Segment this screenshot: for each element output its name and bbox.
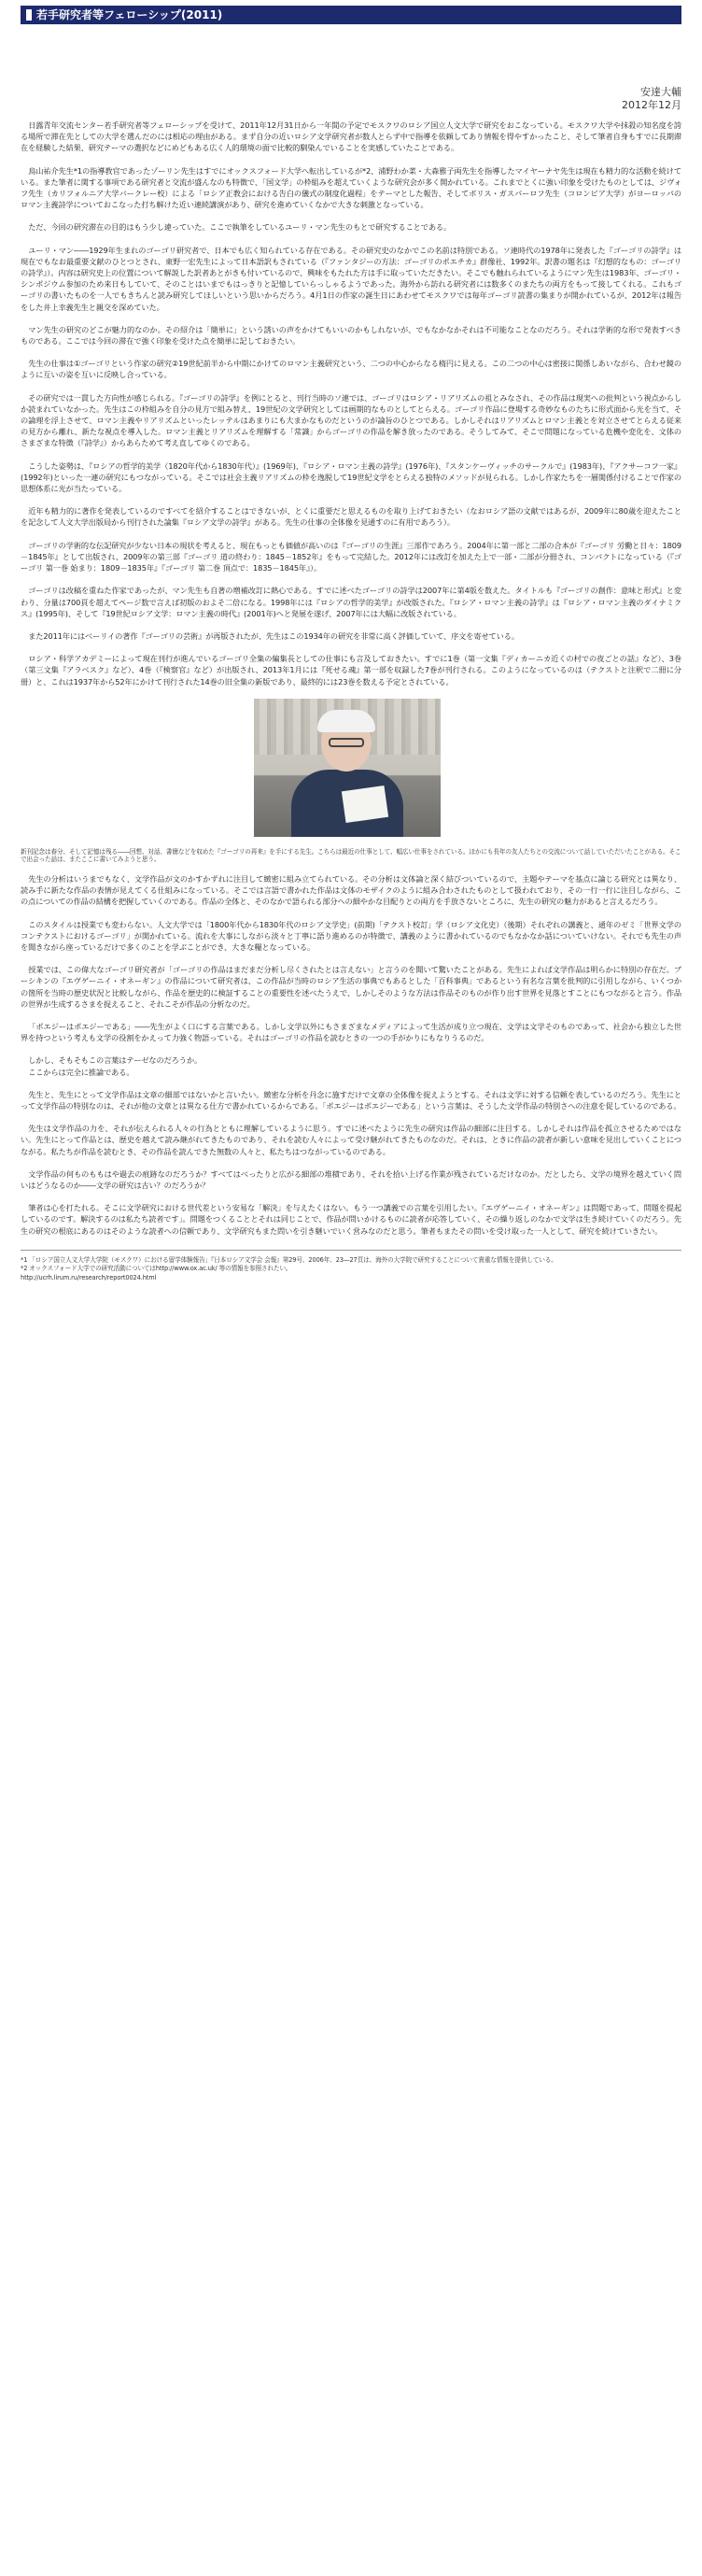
paragraph: ゴーゴリは改稿を重ねた作家であったが、マン先生も自著の増補改訂に熱心である。すでに述べたゴーゴリの詩学は2007年に第4版を数えた。タイトルも『ゴーゴリの創作：意味と形式』と変わり、分量は700頁を超えてページ数で言えば初版のおよそ二倍になる。1998年には『ロシアの哲学的美学』が改版された。『ロシア・ロマン主義の詩学』は『ロシア・ロマン主義のダイナミクス』(1995年)、そして『19世紀ロシア文学：ロマン主義の時代』(2001年)へと発展を遂げ、2007年には大幅に改版されている。 <box>21 586 681 618</box>
paragraph: その研究では一貫した方向性が感じられる。『ゴーゴリの詩学』を例にとると、刊行当時のソ連では、ゴーゴリはロシア・リアリズムの祖とみなされ、その作品は現実への批判という視点からしか読まれていなかった。先生はこの枠組みを自分の見方で組み替え、19世紀の文学研究としては画期的なものとしてとらえる。ゴーゴリ作品に登場する奇妙なものたちに形式面から光を当て、その論理を浮上させて、ロマン主義やリアリズムといったレッテルはあまりにも大まかなものだというのが論旨のひとつである。しかしそれはリアリズムとロマン主義とを対立させてとらえる従来の見方から離れ、新たな視点を導入した。ロマン主義とリアリズムを理解する「常識」からゴーゴリの作品を解き放ったのである。そうしてみて、そこで問題になっている危機や変化を、文体のさまざまな特徴（『詩学』）からあらためて考え直してゆくのである。 <box>21 392 681 448</box>
paragraph: こうした姿勢は、『ロシアの哲学的美学（1820年代から1830年代）』(1969年)、『ロシア・ロマン主義の詩学』(1976年)、『スタンケーヴィッチのサークルで』(1983年)、『アクサーコフ一家』(1992年)といった一連の研究にもつながっている。そこでは社会主義リアリズムの枠を逸脱して19世紀文学をとらえる独特のメソッドが見られる。しかし作家たちを一層関係付けることで作家の思想体系に光が当たっている。 <box>21 460 681 494</box>
held-paper <box>342 786 388 823</box>
paragraph: 先生は文学作品の力を、それが伝えられる人々の行為とともに理解しているように思う。すでに述べたように先生の研究は作品の細部に注目する。しかしそれは作品を孤立させるためではない。先生にとって作品とは、歴史を越えて読み継がれてきたものであり、それを読む人々によって受け継がれてきたものなのだ。それは、ときに作品の読者が新しい意味を見出していくことにつながる。私たちが作品を読むとき、その作品を読んできた無数の人々と、私たちはつながっているのである。 <box>21 1124 681 1156</box>
photo-container <box>21 699 681 839</box>
figure-hair <box>317 710 375 732</box>
footnote: *2 オックスフォード大学での研究活動についてはhttp://www.ox.ac.uk/ 等の情報を参照されたい。 <box>21 1265 292 1273</box>
paragraph: 「ポエジーはポエジーである」――先生がよく口にする言葉である。しかし文学以外にもさまざまなメディアによって生活が成り立つ現在、文学は文学そのものであって、社会から独立した世界を持つという考えも文学の役割をかえって力強く物語っている。それはゴーゴリの作品を読むときの一つの手がかりにもなりうるのだ。 <box>21 1021 681 1043</box>
photo-caption: 新刊記念は春分、そして記憶は残る――回想、対話、書簡などを収めた『ゴーゴリの再来』を手にする先生。こちらは最近の仕事として、幅広い仕事をされている。ほかにも長年の友人たちとの交流について話していただいたことがある。そこで出会った話は、またここに書いてみようと思う。 <box>21 847 681 864</box>
paragraph: 鳥山祐介先生*1の指導教官であったゾーリン先生はすでにオックスフォード大学へ転出しているが*2、浦野わか菜・大森雅子両先生を指導したマイヤーナヤ先生は現在も精力的な活動を続けている。また筆者に関する事項である研究者と交流が盛んなのも特徴で、「国文学」の枠組みを超えていくような研究会が多く開かれている。これまでとくに強い印象を受けたものとしては、ジヴォフ先生（カリフォルニア大学バークレー校）による「ロシア正教会における告白の儀式の制度化過程」をテーマとした報告、そしてボリス・ガスパーロフ先生（コロンビア大学）がヨーロッパのロマン主義詩学についておこなった打ち解けた近い連続講演があり、研究を進めていくなかで大きな刺激となっている。 <box>21 165 681 210</box>
paragraph: 授業では、この偉大なゴーゴリ研究者が「ゴーゴリの作品はまだまだ分析し尽くされたとは言えない」と言うのを聞いて驚いたことがある。先生によれば文学作品は明らかに特別の存在だ。ブーシキンの『エヴゲーニイ・オネーギン』の作品について研究者は、この作品が当時のロシア生活の事典でもあるとした「百科事典」であるという有名な言葉を批判的に引用しながら、いくつかの箇所を当時の歴史状況と比較しながら、作品を歴史的に検証することの重要性を述べたうえで、しかしそのような方法は作品そのものが作り出す世界を見落とすことにもつながると言う。作品の世界が生成するさまを捉えること、それこそが作品の分析なのだ。 <box>21 965 681 1009</box>
section-header <box>21 6 681 24</box>
paragraph: 筆者は心を打たれる。そこに文学研究における世代差という安易な「解決」を与えたくはない。もう一つ講義での言葉を引用したい。『エヴゲーニイ・オネーギン』は問題であって、問題を提起しているのです。解決するのは私たち読者です」。問題をつくることとそれは同じことで、作品が問いかけるものに読者が応答していく、その繰り返しのなかで文学は生き続けていくのだろう。先生の研究の根底にあるのはそのような読者への信頼であり、文学研究もまた問いを引き継いでいく営みなのだと思う。筆者もまたその問いを受け取った一人として、研究を続けていきたい。 <box>21 1203 681 1236</box>
glasses-icon <box>329 738 364 747</box>
portrait-photo <box>254 699 441 837</box>
paragraph: ここからは完全に推論である。 <box>28 1067 134 1077</box>
paragraph: ただ、今回の研究滞在の目的はもう少し違っていた。ここで執筆をしているユーリ・マン先生のもとで研究することである。 <box>28 222 452 233</box>
paragraph: 近年も精力的に著作を発表しているのですべてを紹介することはできないが、とくに重要だと思えるものを取り上げておきたい（なおロシア語の文献ではあるが、2009年に80歳を迎えたことを記念して人文大学出版局から刊行された論集『ロシア文学の詩学』がある。先生の仕事の全体像を見通すのに有用であろう）。 <box>21 506 681 528</box>
paragraph: 先生と、先生にとって文学作品は文章の細部ではないかと言いたい。緻密な分析を丹念に施すだけで文章の全体像を捉えようとする。それは文学に対する信頼を表しているのだろう。先生にとって文学作品の特別なのは、それが他の文章とは異なる仕方で書かれているからである。「ポエジーはポエジーである」という言葉は、そうした文学作品の特別さへの注意を促しているのである。 <box>21 1089 681 1111</box>
paragraph: ロシア・科学アカデミーによって現在刊行が進んでいるゴーゴリ全集の編集長としての仕事にも言及しておきたい。すでに1巻（第一文集『ディカーニカ近くの村での夜ごとの話』など）、3巻（第三文集『アラベスク』など）、4巻（『検察官』など）が出版され、2013年1月には『死せる魂』第一部を収録した7巻が刊行される。このようになっているのは（テクストと注釈で二冊に分冊）と、これは1937年から52年にかけて刊行された14巻の旧全集の新版であり、最終的には23巻を数える予定とされている。 <box>21 654 681 686</box>
author-name: 安達大輔 <box>640 86 681 98</box>
paragraph: 先生の分析はいうまでもなく、文学作品が文のかすかずれに注目して緻密に組み立てられている。その分析は文体論と深く結びついているので、主題やテーマを基点に論じる研究とは異なり、読み手に新たな作品の表情が見えてくる仕組みになっている。そこでは言語で書かれた作品は文体のモザイクのように組み合わされたものとして扱われており、その一行一行に注目しながら、この点についての作品の結構を把握していくのである。作品の全体と、そのなかで語られる部分への細やかな目配りとの両方を手放さないところに、先生の研究の魅力があると言えるだろう。 <box>21 873 681 907</box>
article-body <box>21 120 681 1283</box>
paragraph: 先生の仕事は①ゴーゴリという作家の研究②19世紀前半から中期にかけてのロマン主義研究という、二つの中心からなる楕円に見える。この二つの中心は密接に関係しあいながら、合わせ鏡のように互いの姿を互いに反映し合っている。 <box>21 359 681 380</box>
paragraph: また2011年にはベーリイの著作『ゴーゴリの芸術』が再版されたが、先生はこの1934年の研究を非常に高く評価していて、序文を寄せている。 <box>28 630 519 641</box>
paragraph: 文学作品の何ものももはや過去の痕跡なのだろうか？すべてはべったりと広がる細部の堆積であり、それを拾い上げる作業が残されているだけなのか。だとしたら、文学の境界を越えていく問いはどうなるのか――文学の研究は古い？のだろうか？ <box>21 1168 681 1190</box>
report-date: 2012年12月 <box>622 99 681 111</box>
paragraph: しかし、そもそもこの言葉はテーゼなのだろうか。 <box>28 1055 203 1066</box>
footnote-link[interactable]: http://ucrh.lirum.ru/research/report0024.html <box>21 1273 157 1281</box>
paragraph: マン先生の研究のどこが魅力的なのか。その紹介は「簡単に」という誘いの声をかけてもいいのかもしれないが、でもなかなかそれは不可能なことなのだろう。それは学術的な形で発表すべきものである。ここでは今回の滞在で強く印象を受けた点を簡単に記しておきたい。 <box>21 324 681 347</box>
footnotes <box>21 1256 681 1282</box>
page-title: 若手研究者等フェローシップ(2011) <box>36 8 223 21</box>
paragraph: ユーリ・マン――1929年生まれのゴーゴリ研究者で、日本でも広く知られている存在である。その研究史のなかでこの名前は特別である。ソ連時代の1978年に発表した『ゴーゴリの詩学』は現在でもなお最重要文献のひとつとされ、東野一宏先生によって日本語訳もされている（『ファンタジーの方法：ゴーゴリのポエチカ』群像社、1992年。訳書の題名は『幻想的なもの：ゴーゴリの詩学』）。内容は研究史上の位置について解説した訳者あとがきも付いているので、興味をもたれた方は手に取っていただきたい。そこでも触れられているようにマン先生は1983年、ゴーゴリ・シンポジウム参加のため来日もしていて、そのことはいまでもはっきりと記憶していらっしゃるようであった。海外から訪れる研究者には数多くのまたちの両方をもって接してくれる。これもゴーゴリの書いたものを一人でもきちんと読み研究してほしいという思いからだろう。4月1日の作家の誕生日にあわせてモスクワでは毎年ゴーゴリ読書の集まりが開かれているが、2012年は報告をした井上幸義先生と親交を深めていた。 <box>21 245 681 312</box>
header-square-icon <box>26 9 32 21</box>
paragraph: このスタイルは授業でも変わらない。人文大学では「1800年代から1830年代のロシア文学史」(前期)「テクスト校訂」学（ロシア文化史）（後期）それぞれの講義と、通年のゼミ「世界文学のコンテクストにおけるゴーゴリ」が開かれている。流れを大事にしながら淡々と丁寧に語り進めるのが特徴で、講義のように書かれているのでもなかなか話についていけない。それでも先生の声を聞きながら座っているだけで多くのことを学ぶことができ、大きな糧となっている。 <box>21 919 681 952</box>
paragraph: ゴーゴリの学術的な伝記研究が少ない日本の現状を考えると、現在もっとも価値が高いのは『ゴーゴリの生涯』三部作であろう。2004年に第一部と二部の合本が『ゴーゴリ 労働と日々：1809－1845年』として出版され、2009年の第三部『ゴーゴリ 道の終わり：1845－1852年』をもって完結した。2012年には改訂を加えた上で一部・二部が分冊され、コンパクトになっている（『ゴーゴリ 第一巻 始まり：1809－1835年』『ゴーゴリ 第二巻 頂点で：1835－1845年』）。 <box>21 540 681 573</box>
paragraph: 日露青年交流センター若手研究者等フェローシップを受けて、2011年12月31日から一年間の予定でモスクワのロシア国立人文大学で研究をおこなっている。モスクワ大学や抹殺の知名度を誇る場所で滞在先としての大学を選んだのには相応の理由がある。まず自分の近いロシア文学研究者が数人とらず中で指導を依頼してあり情報を得やすかったこと、そして筆者自身もすでに長期滞在を経験した結果、研究テーマの選択などにめどもある広く人的環境の面で比較的馴染んでいることを実感していたことである。 <box>21 120 681 153</box>
byline <box>622 86 681 112</box>
footnote-divider <box>21 1250 681 1251</box>
footnote: *1 「ロシア国立人文大学大学院（モスクワ）における留学体験報告」『日本ロシア文学会 会報』第29号、2006年、23―27頁は、海外の大学院で研究することについて貴重な情報を提供している。 <box>21 1255 557 1264</box>
